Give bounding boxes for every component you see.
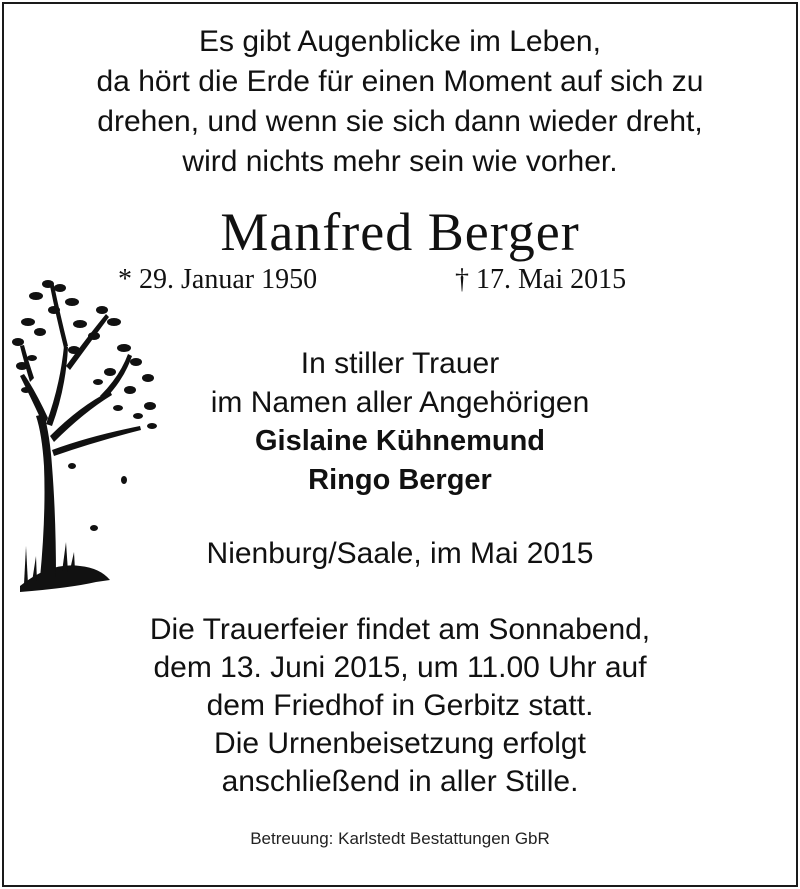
funeral-line: anschließend in aller Stille. [221,765,579,798]
funeral-line: dem Friedhof in Gerbitz statt. [206,689,594,722]
place-date: Nienburg/Saale, im Mai 2015 [206,537,594,570]
poem-line: Es gibt Augenblicke im Leben, [199,25,601,58]
death-date: † 17. Mai 2015 [455,264,627,295]
mourner-name: Gislaine Kühnemund [254,425,546,457]
birth-date: * 29. Januar 1950 [118,264,318,295]
poem-line: drehen, und wenn sie sich dann wieder dreht, [97,105,703,138]
funeral-line: Die Urnenbeisetzung erfolgt [214,727,586,760]
mourner-name: Ringo Berger [308,464,492,496]
funeral-line: Die Trauerfeier findet am Sonnabend, [149,613,651,646]
funeral-line: dem 13. Juni 2015, um 11.00 Uhr auf [153,651,647,684]
memorial-poem [0,22,800,182]
mourn-line: In stiller Trauer [300,347,500,380]
mourners-block [0,344,800,500]
mourn-line: im Namen aller Angehörigen [210,386,590,419]
deceased-name: Manfred Berger [220,202,580,262]
poem-line: wird nichts mehr sein wie vorher. [182,145,618,178]
funeral-notice [0,611,800,801]
funeral-home-credit: Betreuung: Karlstedt Bestattungen GbR [250,829,550,848]
poem-line: da hört die Erde für einen Moment auf sich zu [96,65,704,98]
